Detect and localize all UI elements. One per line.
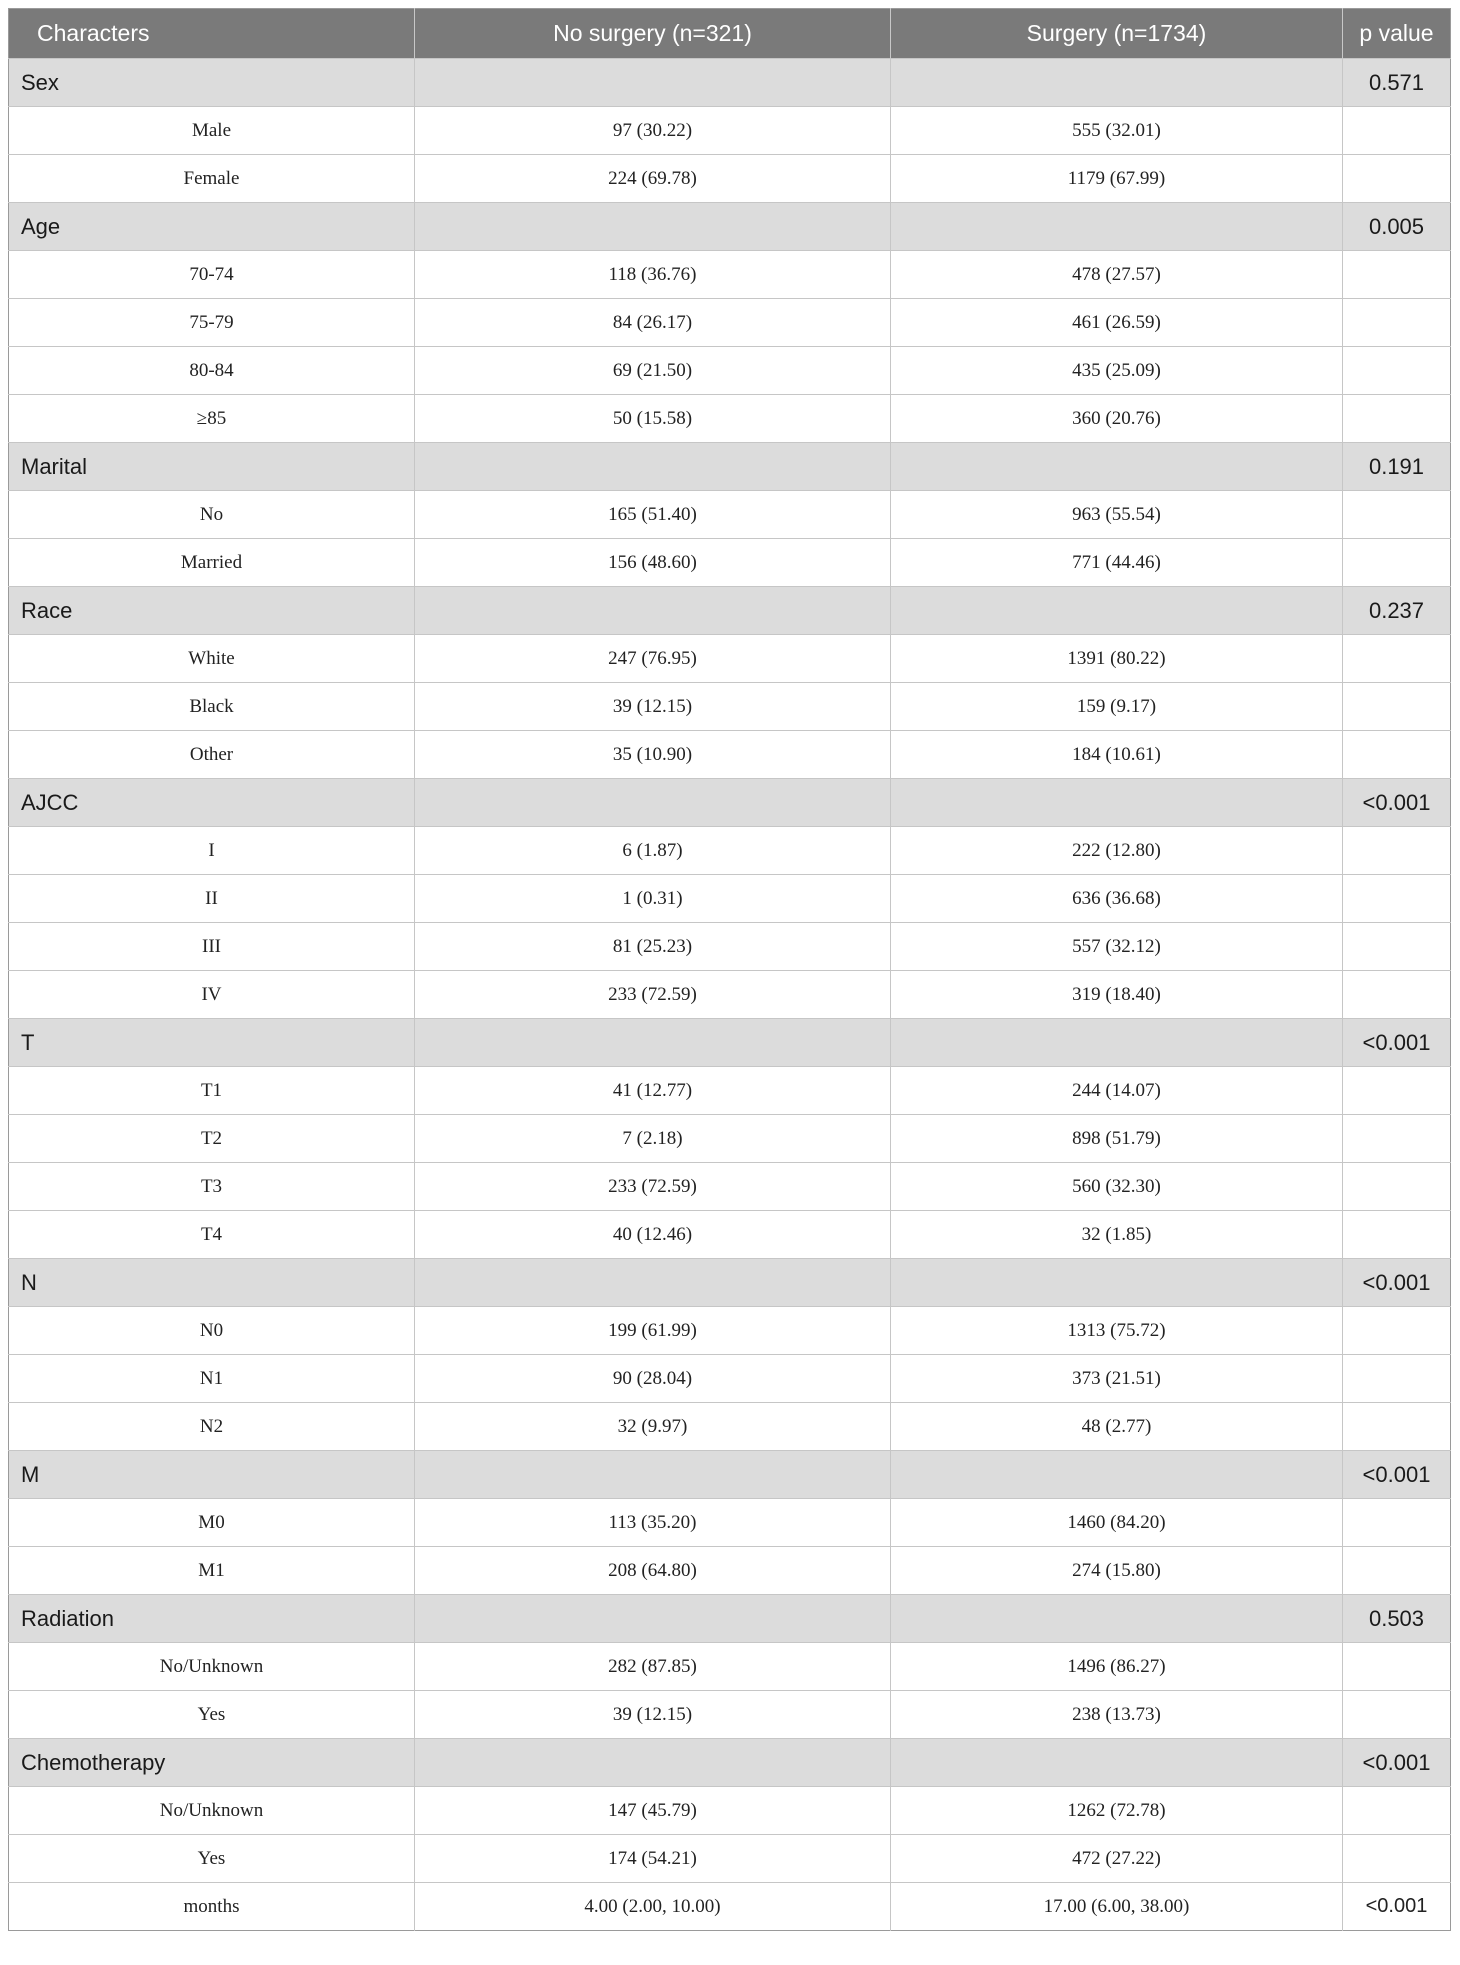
p-value-cell: 0.237	[1343, 587, 1451, 635]
row-label: Black	[9, 683, 415, 731]
surgery-cell: 184 (10.61)	[891, 731, 1343, 779]
row-label: Other	[9, 731, 415, 779]
table-row	[9, 1547, 1451, 1595]
table-row	[9, 827, 1451, 875]
no-surgery-cell: 35 (10.90)	[415, 731, 891, 779]
row-label: T4	[9, 1211, 415, 1259]
surgery-cell: 238 (13.73)	[891, 1691, 1343, 1739]
p-value-cell	[1343, 827, 1451, 875]
row-label: II	[9, 875, 415, 923]
row-label: Radiation	[9, 1595, 415, 1643]
table-row	[9, 923, 1451, 971]
no-surgery-cell	[415, 1595, 891, 1643]
table-row	[9, 1355, 1451, 1403]
row-label: 70-74	[9, 251, 415, 299]
surgery-cell: 1460 (84.20)	[891, 1499, 1343, 1547]
row-label: N2	[9, 1403, 415, 1451]
surgery-cell	[891, 1739, 1343, 1787]
row-label: Yes	[9, 1691, 415, 1739]
p-value-cell: <0.001	[1343, 1451, 1451, 1499]
surgery-cell: 898 (51.79)	[891, 1115, 1343, 1163]
p-value-cell	[1343, 1643, 1451, 1691]
p-value-cell	[1343, 1307, 1451, 1355]
no-surgery-cell: 90 (28.04)	[415, 1355, 891, 1403]
no-surgery-cell: 97 (30.22)	[415, 107, 891, 155]
row-label: AJCC	[9, 779, 415, 827]
table-row	[9, 107, 1451, 155]
p-value-cell	[1343, 683, 1451, 731]
row-label: Female	[9, 155, 415, 203]
table-body	[9, 59, 1451, 1931]
p-value-cell	[1343, 971, 1451, 1019]
p-value-cell: <0.001	[1343, 1883, 1451, 1931]
table-group-row	[9, 779, 1451, 827]
p-value-cell	[1343, 299, 1451, 347]
row-label: No/Unknown	[9, 1643, 415, 1691]
p-value-cell	[1343, 251, 1451, 299]
header-surgery: Surgery (n=1734)	[891, 9, 1343, 59]
table-row	[9, 875, 1451, 923]
table-row	[9, 1115, 1451, 1163]
row-label: Sex	[9, 59, 415, 107]
surgery-cell: 771 (44.46)	[891, 539, 1343, 587]
table-row	[9, 299, 1451, 347]
row-label: IV	[9, 971, 415, 1019]
table-row	[9, 1499, 1451, 1547]
p-value-cell: 0.503	[1343, 1595, 1451, 1643]
p-value-cell	[1343, 1067, 1451, 1115]
header-row	[9, 9, 1451, 59]
surgery-cell	[891, 59, 1343, 107]
surgery-cell	[891, 1451, 1343, 1499]
surgery-cell	[891, 1019, 1343, 1067]
table-row	[9, 1067, 1451, 1115]
p-value-cell	[1343, 1355, 1451, 1403]
surgery-cell: 435 (25.09)	[891, 347, 1343, 395]
surgery-cell: 32 (1.85)	[891, 1211, 1343, 1259]
table-group-row	[9, 1019, 1451, 1067]
no-surgery-cell	[415, 1019, 891, 1067]
no-surgery-cell: 7 (2.18)	[415, 1115, 891, 1163]
surgery-cell: 1179 (67.99)	[891, 155, 1343, 203]
table-row	[9, 1403, 1451, 1451]
p-value-cell	[1343, 1163, 1451, 1211]
surgery-cell	[891, 779, 1343, 827]
surgery-cell: 159 (9.17)	[891, 683, 1343, 731]
table-row	[9, 635, 1451, 683]
row-label: M0	[9, 1499, 415, 1547]
no-surgery-cell	[415, 779, 891, 827]
surgery-cell: 461 (26.59)	[891, 299, 1343, 347]
no-surgery-cell: 233 (72.59)	[415, 971, 891, 1019]
table-row	[9, 1691, 1451, 1739]
row-label: N0	[9, 1307, 415, 1355]
p-value-cell: <0.001	[1343, 1019, 1451, 1067]
table-group-row	[9, 59, 1451, 107]
table-row	[9, 1163, 1451, 1211]
surgery-cell: 636 (36.68)	[891, 875, 1343, 923]
surgery-cell: 222 (12.80)	[891, 827, 1343, 875]
p-value-cell: <0.001	[1343, 1739, 1451, 1787]
p-value-cell	[1343, 1211, 1451, 1259]
table-row	[9, 1211, 1451, 1259]
row-label: No/Unknown	[9, 1787, 415, 1835]
p-value-cell	[1343, 1787, 1451, 1835]
no-surgery-cell: 199 (61.99)	[415, 1307, 891, 1355]
no-surgery-cell: 174 (54.21)	[415, 1835, 891, 1883]
surgery-cell: 1262 (72.78)	[891, 1787, 1343, 1835]
no-surgery-cell: 147 (45.79)	[415, 1787, 891, 1835]
surgery-cell: 555 (32.01)	[891, 107, 1343, 155]
table-group-row	[9, 203, 1451, 251]
p-value-cell	[1343, 539, 1451, 587]
p-value-cell	[1343, 491, 1451, 539]
row-label: T3	[9, 1163, 415, 1211]
p-value-cell: 0.005	[1343, 203, 1451, 251]
row-label: M1	[9, 1547, 415, 1595]
table-row	[9, 1787, 1451, 1835]
surgery-cell	[891, 587, 1343, 635]
p-value-cell: 0.191	[1343, 443, 1451, 491]
p-value-cell	[1343, 731, 1451, 779]
no-surgery-cell: 39 (12.15)	[415, 1691, 891, 1739]
no-surgery-cell	[415, 59, 891, 107]
no-surgery-cell: 165 (51.40)	[415, 491, 891, 539]
surgery-cell: 48 (2.77)	[891, 1403, 1343, 1451]
surgery-cell: 274 (15.80)	[891, 1547, 1343, 1595]
table-row	[9, 683, 1451, 731]
p-value-cell	[1343, 1691, 1451, 1739]
table-group-row	[9, 1739, 1451, 1787]
row-label: Yes	[9, 1835, 415, 1883]
row-label: T2	[9, 1115, 415, 1163]
row-label: I	[9, 827, 415, 875]
surgery-cell: 1496 (86.27)	[891, 1643, 1343, 1691]
table-row	[9, 971, 1451, 1019]
no-surgery-cell: 247 (76.95)	[415, 635, 891, 683]
surgery-cell: 319 (18.40)	[891, 971, 1343, 1019]
row-label: months	[9, 1883, 415, 1931]
surgery-cell: 1313 (75.72)	[891, 1307, 1343, 1355]
table-group-row	[9, 1595, 1451, 1643]
p-value-cell	[1343, 395, 1451, 443]
header-characters: Characters	[9, 9, 415, 59]
no-surgery-cell: 41 (12.77)	[415, 1067, 891, 1115]
surgery-cell: 963 (55.54)	[891, 491, 1343, 539]
p-value-cell	[1343, 635, 1451, 683]
surgery-cell	[891, 203, 1343, 251]
table-group-row	[9, 587, 1451, 635]
header-no-surgery: No surgery (n=321)	[415, 9, 891, 59]
row-label: III	[9, 923, 415, 971]
surgery-cell: 373 (21.51)	[891, 1355, 1343, 1403]
p-value-cell	[1343, 107, 1451, 155]
surgery-cell: 17.00 (6.00, 38.00)	[891, 1883, 1343, 1931]
no-surgery-cell: 156 (48.60)	[415, 539, 891, 587]
table-group-row	[9, 1259, 1451, 1307]
p-value-cell: <0.001	[1343, 779, 1451, 827]
row-label: N1	[9, 1355, 415, 1403]
no-surgery-cell: 1 (0.31)	[415, 875, 891, 923]
row-label: 80-84	[9, 347, 415, 395]
no-surgery-cell: 50 (15.58)	[415, 395, 891, 443]
no-surgery-cell: 84 (26.17)	[415, 299, 891, 347]
table-row	[9, 1307, 1451, 1355]
table-row	[9, 347, 1451, 395]
surgery-cell	[891, 1259, 1343, 1307]
no-surgery-cell: 118 (36.76)	[415, 251, 891, 299]
row-label: Married	[9, 539, 415, 587]
surgery-cell	[891, 1595, 1343, 1643]
table-row	[9, 731, 1451, 779]
row-label: ≥85	[9, 395, 415, 443]
surgery-cell: 1391 (80.22)	[891, 635, 1343, 683]
p-value-cell	[1343, 1547, 1451, 1595]
no-surgery-cell: 233 (72.59)	[415, 1163, 891, 1211]
table-row	[9, 251, 1451, 299]
surgery-cell: 560 (32.30)	[891, 1163, 1343, 1211]
surgery-cell: 472 (27.22)	[891, 1835, 1343, 1883]
row-label: Age	[9, 203, 415, 251]
row-label: Male	[9, 107, 415, 155]
surgery-cell	[891, 443, 1343, 491]
row-label: M	[9, 1451, 415, 1499]
no-surgery-cell: 32 (9.97)	[415, 1403, 891, 1451]
surgery-cell: 478 (27.57)	[891, 251, 1343, 299]
no-surgery-cell: 81 (25.23)	[415, 923, 891, 971]
row-label: No	[9, 491, 415, 539]
row-label: Marital	[9, 443, 415, 491]
p-value-cell: <0.001	[1343, 1259, 1451, 1307]
no-surgery-cell: 282 (87.85)	[415, 1643, 891, 1691]
row-label: T	[9, 1019, 415, 1067]
surgery-cell: 360 (20.76)	[891, 395, 1343, 443]
table-group-row	[9, 1451, 1451, 1499]
table-row	[9, 155, 1451, 203]
table-row	[9, 1835, 1451, 1883]
no-surgery-cell: 6 (1.87)	[415, 827, 891, 875]
no-surgery-cell: 113 (35.20)	[415, 1499, 891, 1547]
p-value-cell	[1343, 1835, 1451, 1883]
no-surgery-cell: 4.00 (2.00, 10.00)	[415, 1883, 891, 1931]
no-surgery-cell: 69 (21.50)	[415, 347, 891, 395]
no-surgery-cell	[415, 1259, 891, 1307]
table-row	[9, 539, 1451, 587]
no-surgery-cell	[415, 443, 891, 491]
characteristics-table	[8, 8, 1451, 1931]
row-label: N	[9, 1259, 415, 1307]
row-label: T1	[9, 1067, 415, 1115]
row-label: 75-79	[9, 299, 415, 347]
p-value-cell	[1343, 1403, 1451, 1451]
p-value-cell	[1343, 875, 1451, 923]
p-value-cell	[1343, 155, 1451, 203]
no-surgery-cell	[415, 203, 891, 251]
no-surgery-cell	[415, 1739, 891, 1787]
p-value-cell: 0.571	[1343, 59, 1451, 107]
p-value-cell	[1343, 1499, 1451, 1547]
no-surgery-cell: 208 (64.80)	[415, 1547, 891, 1595]
p-value-cell	[1343, 923, 1451, 971]
table-row	[9, 395, 1451, 443]
no-surgery-cell: 39 (12.15)	[415, 683, 891, 731]
row-label: Race	[9, 587, 415, 635]
no-surgery-cell: 40 (12.46)	[415, 1211, 891, 1259]
no-surgery-cell: 224 (69.78)	[415, 155, 891, 203]
no-surgery-cell	[415, 587, 891, 635]
surgery-cell: 557 (32.12)	[891, 923, 1343, 971]
p-value-cell	[1343, 1115, 1451, 1163]
row-label: White	[9, 635, 415, 683]
no-surgery-cell	[415, 1451, 891, 1499]
table-group-row	[9, 443, 1451, 491]
p-value-cell	[1343, 347, 1451, 395]
header-p-value: p value	[1343, 9, 1451, 59]
table-row	[9, 1643, 1451, 1691]
table-row	[9, 491, 1451, 539]
table-row	[9, 1883, 1451, 1931]
surgery-cell: 244 (14.07)	[891, 1067, 1343, 1115]
row-label: Chemotherapy	[9, 1739, 415, 1787]
